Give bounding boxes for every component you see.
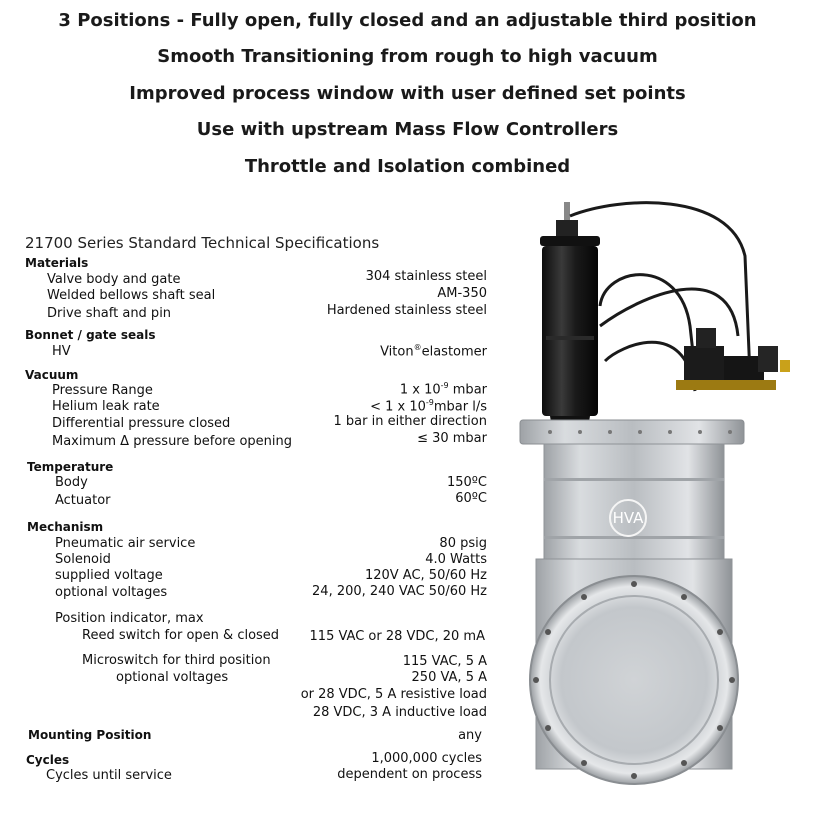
cycles-value-1: 1,000,000 cycles <box>371 751 482 766</box>
actuator-temp-value: 60ºC <box>455 491 487 506</box>
body-groove-2 <box>544 536 724 539</box>
body-temp-value: 150ºC <box>446 475 487 490</box>
materials-heading: Materials <box>25 256 89 270</box>
pneumatic-label: Pneumatic air service <box>55 536 196 551</box>
valve-body-value: 304 stainless steel <box>365 269 487 284</box>
supplied-voltage-value: 120V AC, 50/60 Hz <box>364 568 487 583</box>
valve-image <box>510 196 810 796</box>
bonnet-plate <box>520 420 744 444</box>
body-groove-1 <box>544 478 724 481</box>
helium-leak-label: Helium leak rate <box>52 399 160 414</box>
cycles-service-label: Cycles until service <box>46 768 172 783</box>
hv-label: HV <box>52 344 71 359</box>
microswitch-value-4: 28 VDC, 3 A inductive load <box>312 705 487 720</box>
vacuum-heading: Vacuum <box>25 368 79 382</box>
microswitch-label: Microswitch for third position <box>82 653 271 668</box>
cycles-heading: Cycles <box>26 753 70 767</box>
hva-logo: HVA <box>612 509 644 527</box>
supplied-voltage-label: supplied voltage <box>55 568 163 583</box>
regulator-block <box>684 346 724 380</box>
body-temp-label: Body <box>55 475 88 490</box>
headline-2: Smooth Transitioning from rough to high vacuum <box>157 46 658 67</box>
mounting-heading: Mounting Position <box>28 728 152 742</box>
headline-1: 3 Positions - Fully open, fully closed and an adjustable third position <box>58 10 757 31</box>
valve-flange <box>530 576 738 784</box>
optional-voltages-value: 24, 200, 240 VAC 50/60 Hz <box>312 584 487 599</box>
cylinder-band <box>546 336 594 340</box>
valve-body-label: Valve body and gate <box>47 272 181 287</box>
pressure-range-value: 1 x $10^{-9}$ mbar <box>399 381 487 398</box>
temperature-heading: Temperature <box>27 460 114 474</box>
solenoid-value: 4.0 Watts <box>425 552 487 567</box>
headline-3: Improved process window with user defined set points <box>129 83 686 104</box>
bellows-value: AM-350 <box>437 286 487 301</box>
hv-value: Viton®elastomer <box>380 343 487 360</box>
actuator-temp-label: Actuator <box>55 493 111 508</box>
mechanism-heading: Mechanism <box>27 520 104 534</box>
diff-pressure-value: 1 bar in either direction <box>333 414 487 429</box>
microswitch-value-3: or 28 VDC, 5 A resistive load <box>300 687 487 702</box>
cycles-value-2: dependent on process <box>337 767 482 782</box>
reed-switch-label: Reed switch for open & closed <box>82 628 280 643</box>
actuator-cylinder <box>542 246 598 416</box>
bellows-label: Welded bellows shaft seal <box>47 288 216 303</box>
max-pressure-value: ≤ 30 mbar <box>417 431 487 446</box>
microswitch-value-1: 115 VAC, 5 A <box>402 654 487 669</box>
diff-pressure-label: Differential pressure closed <box>52 416 231 431</box>
max-pressure-label: Maximum Δ pressure before opening <box>52 434 293 449</box>
regulator-knob <box>696 328 716 348</box>
bonnet-heading: Bonnet / gate seals <box>25 328 156 342</box>
air-line-3 <box>600 289 738 336</box>
microswitch-value-2: 250 VA, 5 A <box>411 670 487 685</box>
optional-voltages-label: optional voltages <box>55 585 168 600</box>
drive-value: Hardened stainless steel <box>326 303 487 318</box>
actuator-top <box>540 236 600 246</box>
helium-leak-value: < 1 x $10^{-9}mbar$ l/s <box>370 398 487 415</box>
reed-switch-value: 115 VAC or 28 VDC, 20 mA <box>309 629 485 644</box>
headline-5: Throttle and Isolation combined <box>244 156 571 177</box>
pneumatic-value: 80 psig <box>439 536 487 551</box>
actuator-cap <box>556 220 578 236</box>
solenoid-label: Solenoid <box>55 552 111 567</box>
headline-4: Use with upstream Mass Flow Controllers <box>196 119 619 140</box>
solenoid-fitting <box>780 360 790 372</box>
brass-manifold <box>676 380 776 390</box>
position-indicator-label: Position indicator, max <box>55 611 204 626</box>
pressure-range-label: Pressure Range <box>52 383 153 398</box>
spec-title: 21700 Series Standard Technical Specifications <box>25 234 380 252</box>
solenoid-connector <box>758 346 778 372</box>
drive-label: Drive shaft and pin <box>47 306 172 321</box>
micro-optional-label: optional voltages <box>116 670 229 685</box>
mounting-value: any <box>458 728 482 743</box>
